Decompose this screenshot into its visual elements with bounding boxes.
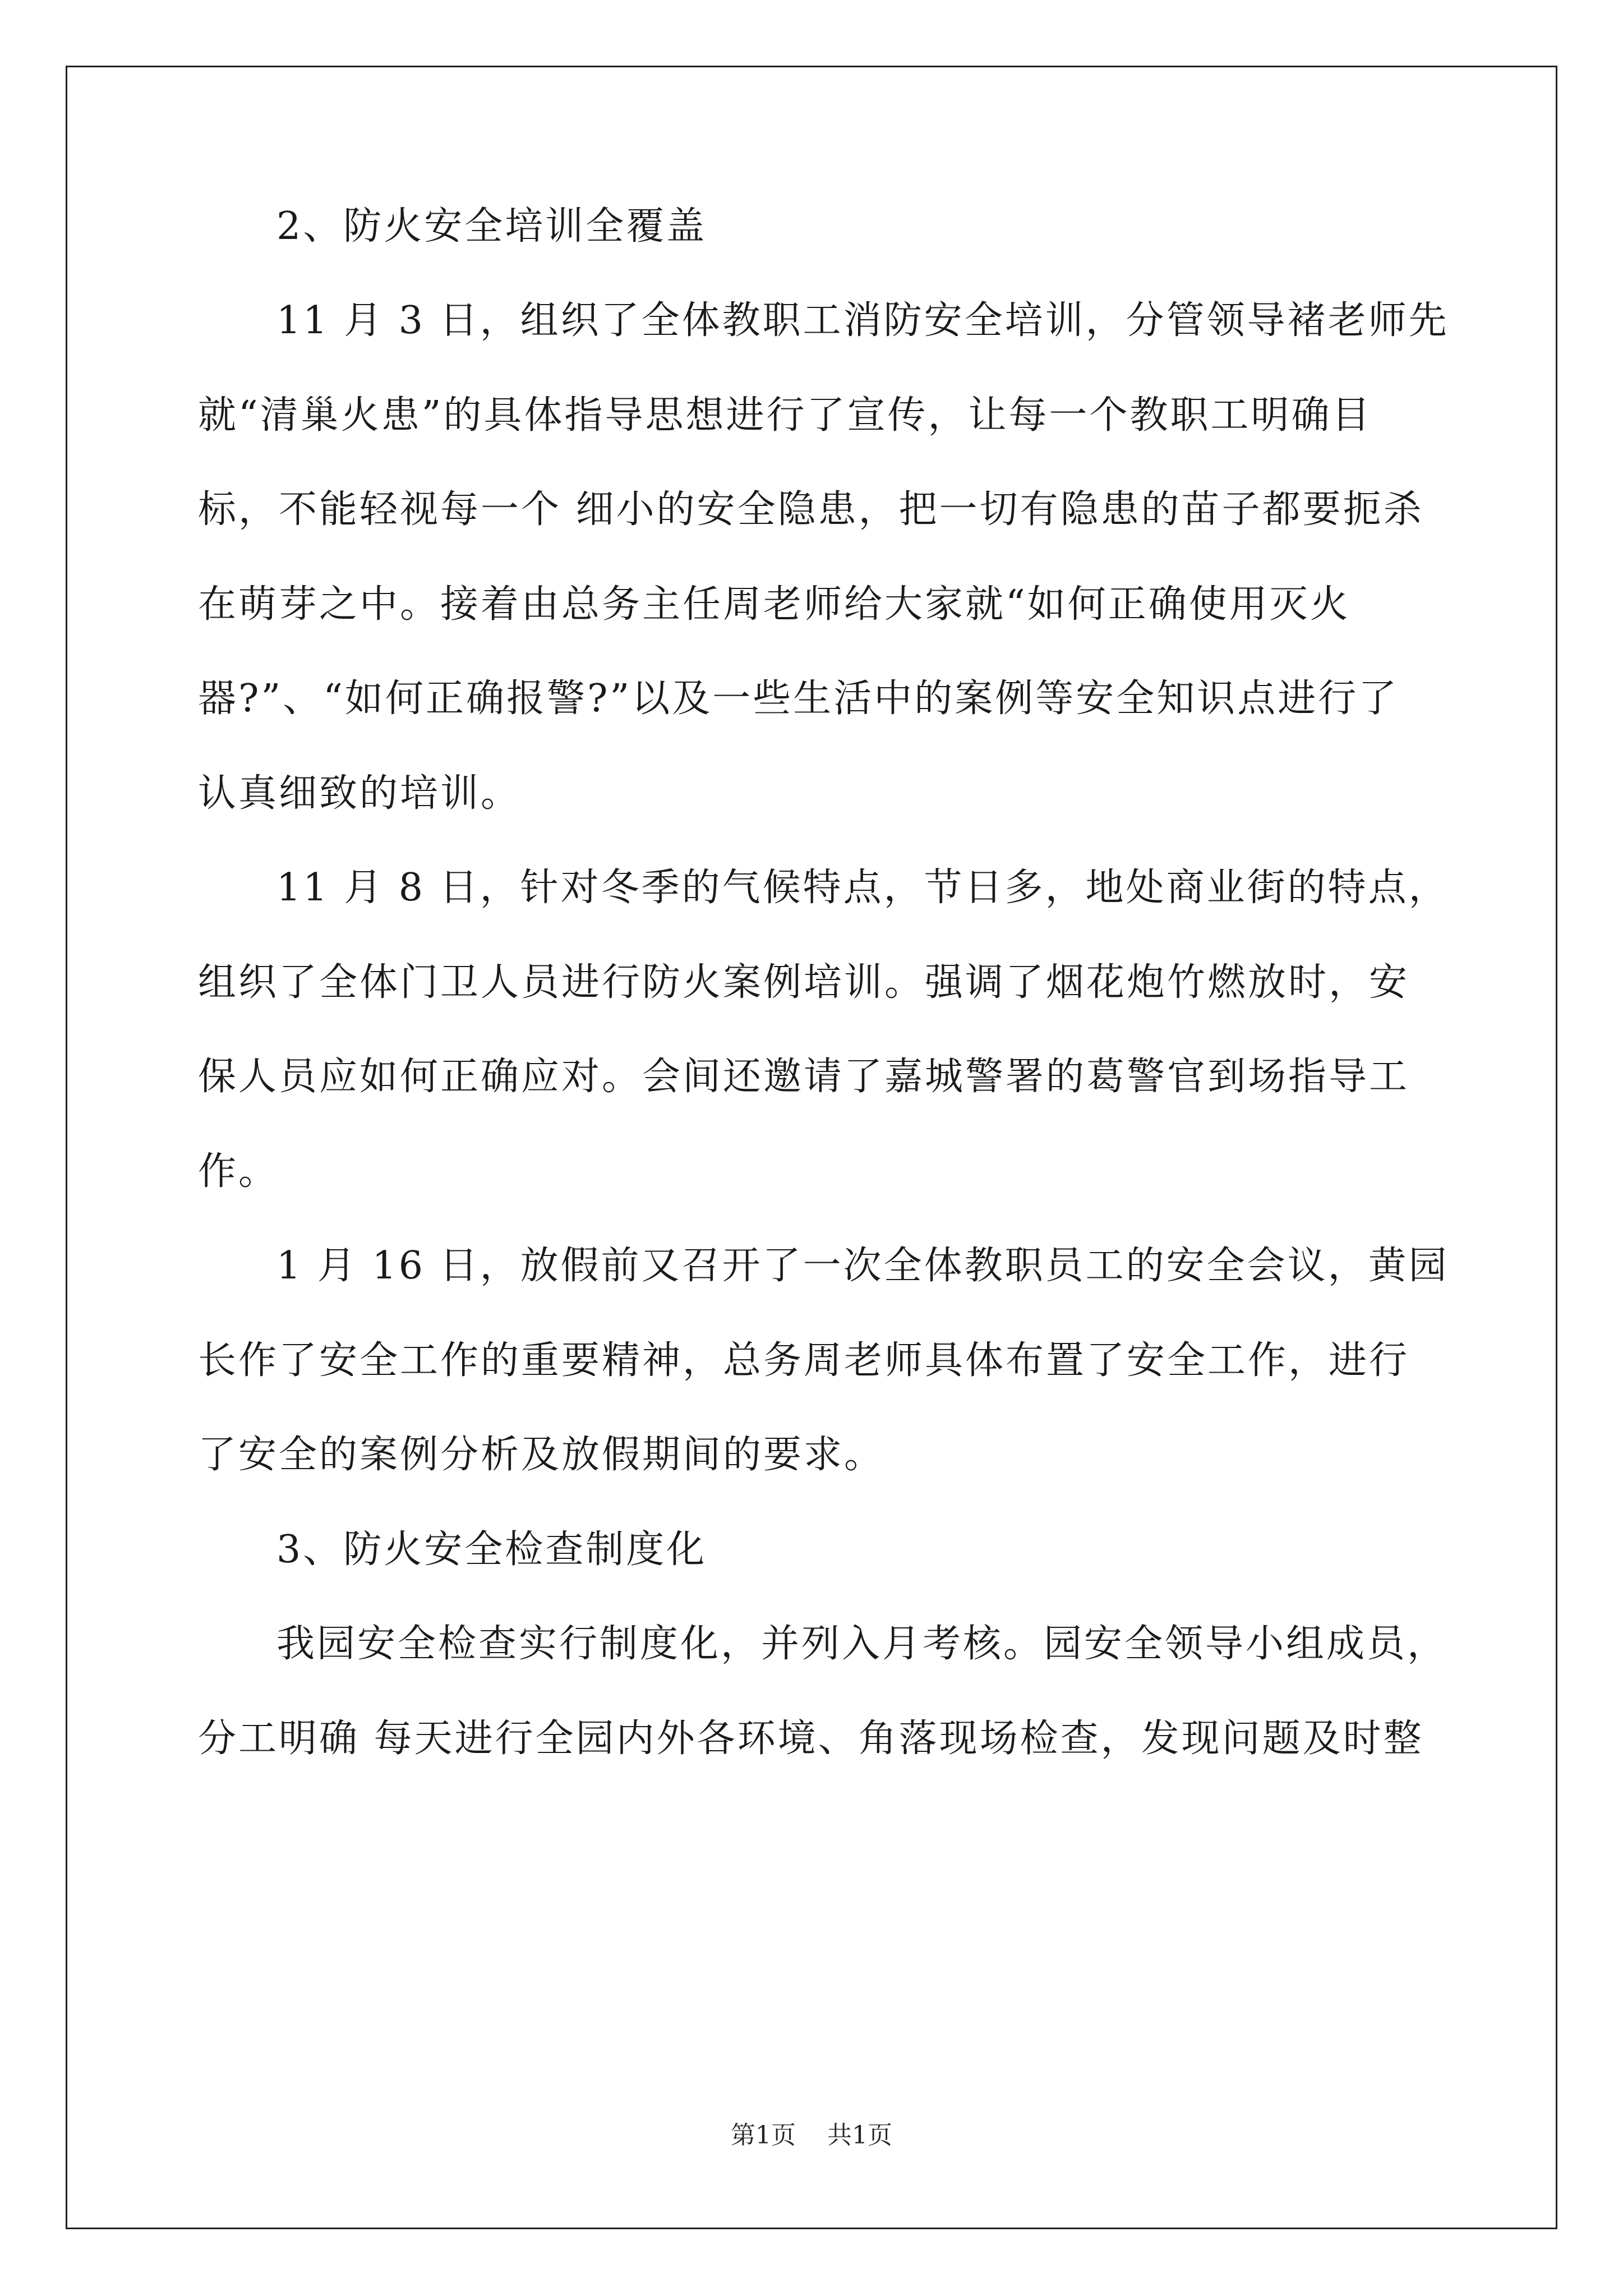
- paragraph-line: 了安全的案例分析及放假期间的要求。: [198, 1433, 885, 1477]
- paragraph-line: 保人员应如何正确应对。会间还邀请了嘉城警署的葛警官到场指导工: [198, 1055, 1410, 1099]
- section-heading: 3、防火安全检查制度化: [276, 1527, 707, 1572]
- page-number: 第1页: [731, 2121, 796, 2150]
- paragraph-line: 11 月 3 日，组织了全体教职工消防安全培训，分管领导褚老师先: [276, 298, 1449, 343]
- paragraph-line: 标，不能轻视每一个 细小的安全隐患，把一切有隐患的苗子都要扼杀: [198, 487, 1424, 532]
- paragraph-line: 在萌芽之中。接着由总务主任周老师给大家就“如何正确使用灭火: [198, 582, 1350, 627]
- paragraph-line: 认真细致的培训。: [198, 771, 522, 816]
- paragraph-line: 我园安全检查实行制度化，并列入月考核。园安全领导小组成员，: [276, 1622, 1448, 1666]
- page-total: 共1页: [827, 2121, 892, 2150]
- paragraph-line: 11 月 8 日，针对冬季的气候特点，节日多，地处商业街的特点，: [276, 866, 1449, 910]
- paragraph-line: 组织了全体门卫人员进行防火案例培训。强调了烟花炮竹燃放时，安: [198, 960, 1410, 1005]
- paragraph-line: 长作了安全工作的重要精神，总务周老师具体布置了安全工作，进行: [198, 1338, 1410, 1383]
- page-border: [66, 66, 1557, 2229]
- section-heading: 2、防火安全培训全覆盖: [276, 204, 707, 249]
- paragraph-line: 作。: [198, 1149, 279, 1194]
- paragraph-line: 1 月 16 日，放假前又召开了一次全体教职员工的安全会议，黄园: [276, 1244, 1449, 1288]
- page-footer: [0, 2123, 1623, 2148]
- paragraph-line: 分工明确 每天进行全园内外各环境、角落现场检查，发现问题及时整: [198, 1717, 1424, 1761]
- paragraph-line: 器?”、“如何正确报警?”以及一些生活中的案例等安全知识点进行了: [198, 677, 1399, 721]
- paragraph-line: 就“清巢火患”的具体指导思想进行了宣传，让每一个教职工明确目: [198, 393, 1372, 438]
